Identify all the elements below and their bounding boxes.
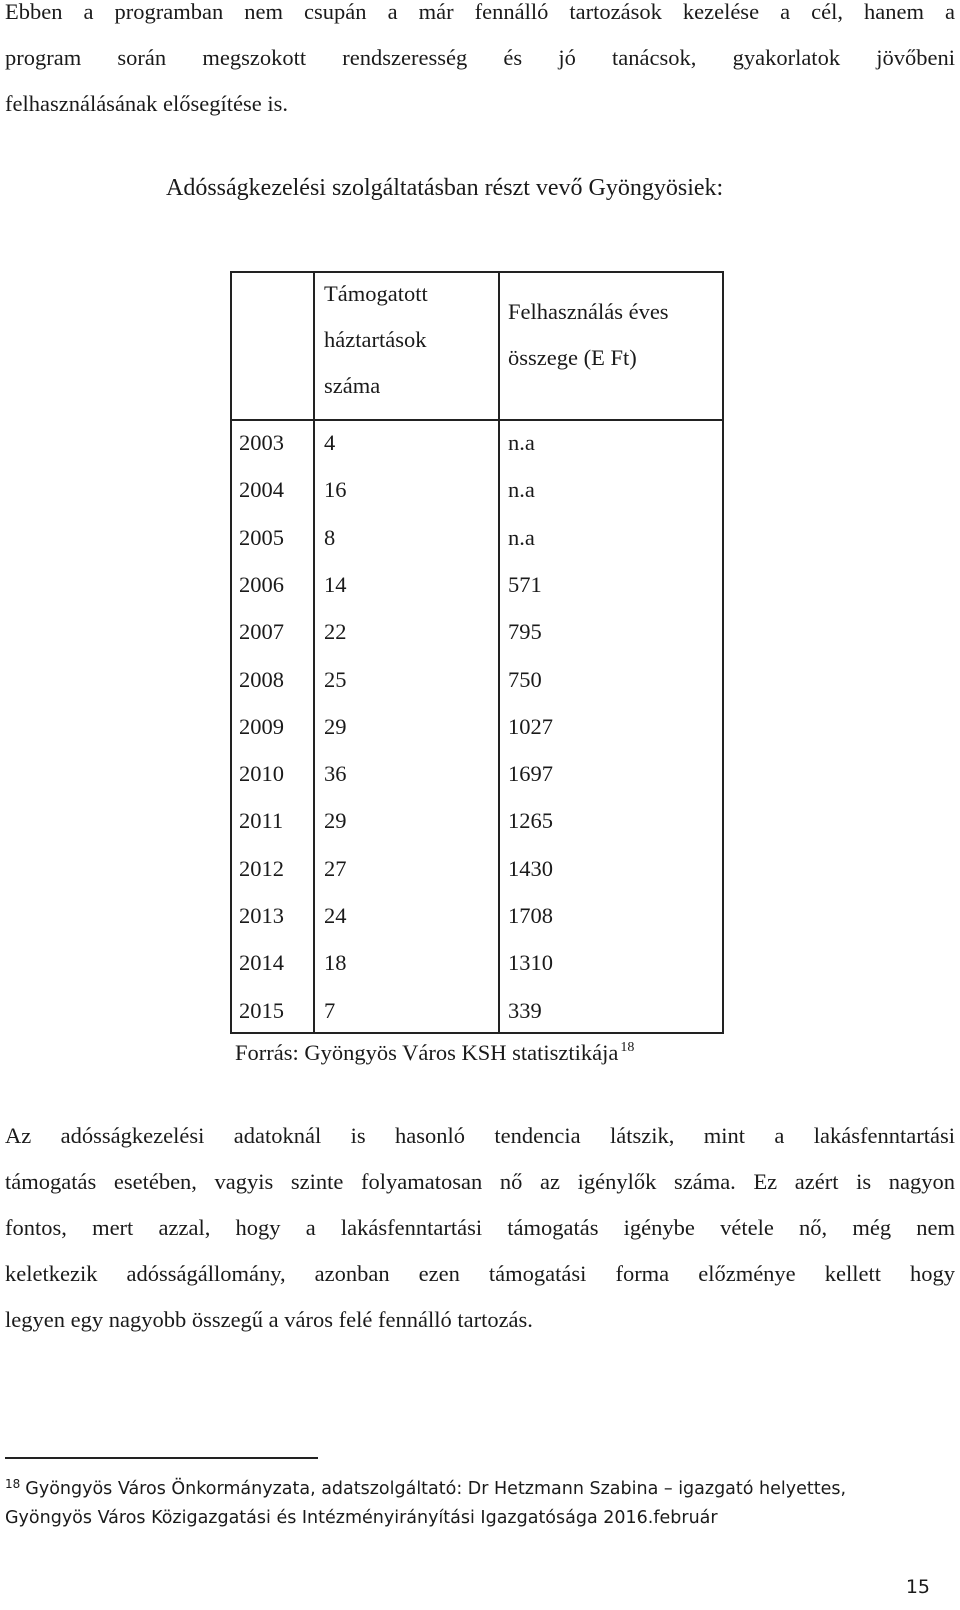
cell-households: 16 (324, 477, 347, 503)
table-title: Adósságkezelési szolgáltatásban részt vevő Gyöngyösiek: (166, 175, 724, 201)
header-households: Támogatott háztartások száma (324, 281, 428, 398)
table-row (232, 561, 722, 608)
cell-year: 2013 (239, 903, 284, 928)
intro-line: felhasználásának elősegítése is. (5, 91, 289, 116)
cell-households: 14 (324, 571, 347, 597)
cell-households: 22 (324, 619, 347, 645)
discussion-line: támogatás esetében, vagyis szinte folyamatosan nő az igénylők száma. Ez azért is nagyon (5, 1169, 955, 1194)
discussion-line: Az adósságkezelési adatoknál is hasonló tendencia látszik, mint a lakásfenntartási (5, 1123, 955, 1148)
page-number: 15 (905, 1576, 930, 1598)
cell-amount: n.a (508, 477, 535, 503)
cell-year: 2007 (239, 619, 284, 645)
table-row (232, 987, 722, 1034)
footnote-reference: 18 (620, 1040, 635, 1055)
cell-year: 2005 (239, 524, 284, 550)
table-row (232, 656, 722, 703)
cell-year: 2003 (239, 430, 284, 455)
cell-amount: 339 (508, 997, 542, 1023)
cell-amount: n.a (508, 524, 535, 550)
footnote-number: 18 (5, 1477, 21, 1491)
cell-amount: 795 (508, 619, 542, 645)
cell-households: 29 (324, 713, 347, 739)
cell-year: 2011 (239, 808, 284, 834)
footnote-line: Gyöngyös Város Önkormányzata, adatszolgáltató: Dr Hetzmann Szabina – igazgató helyettes, (25, 1479, 847, 1499)
cell-households: 8 (324, 524, 336, 550)
cell-year: 2006 (239, 571, 284, 597)
debt-management-table (230, 271, 724, 1034)
cell-amount: 1697 (508, 761, 553, 787)
cell-year: 2008 (239, 666, 284, 692)
cell-amount: 1265 (508, 808, 553, 834)
cell-households: 29 (324, 808, 347, 834)
cell-year: 2012 (239, 855, 284, 881)
table-row (232, 466, 722, 513)
cell-year: 2015 (239, 997, 284, 1023)
discussion-paragraph (5, 1113, 955, 1343)
cell-households: 18 (324, 950, 347, 976)
table-source: Forrás: Gyöngyös Város KSH statisztikája $^{18}$ (235, 1040, 635, 1065)
discussion-line: fontos, mert azzal, hogy a lakásfenntartási támogatás igénybe vétele nő, még nem (5, 1215, 955, 1240)
cell-year: 2004 (239, 477, 284, 503)
cell-amount: 571 (508, 571, 542, 597)
cell-households: 4 (324, 430, 336, 455)
cell-year: 2009 (239, 713, 284, 739)
table-row (232, 703, 722, 750)
table-row (232, 939, 722, 986)
cell-amount: 1027 (508, 713, 553, 739)
intro-paragraph (5, 0, 955, 127)
cell-amount: 1708 (508, 903, 553, 928)
table-row (232, 750, 722, 797)
cell-amount: 750 (508, 666, 542, 692)
table-row (232, 845, 722, 892)
cell-amount: 1430 (508, 855, 553, 881)
footnote (5, 1470, 955, 1533)
cell-year: 2010 (239, 761, 284, 787)
cell-households: 25 (324, 666, 347, 692)
discussion-line: legyen egy nagyobb összegű a város felé fennálló tartozás. (5, 1307, 533, 1332)
table-header (232, 273, 722, 421)
cell-households: 27 (324, 855, 347, 881)
table-row (232, 797, 722, 844)
cell-households: 7 (324, 997, 336, 1023)
cell-households: 36 (324, 761, 347, 787)
intro-line: program során megszokott rendszeresség és jó tanácsok, gyakorlatok jövőbeni (5, 45, 955, 70)
header-amount: Felhasználás éves összege (E Ft) (508, 299, 669, 370)
footnote-separator (5, 1457, 318, 1459)
table-row (232, 608, 722, 655)
discussion-line: keletkezik adósságállomány, azonban ezen támogatási forma előzménye kellett hogy (5, 1261, 955, 1286)
footnote-line: Gyöngyös Város Közigazgatási és Intézményirányítási Igazgatósága 2016.február (5, 1508, 718, 1528)
table-row (232, 892, 722, 939)
table-row (232, 419, 722, 466)
cell-amount: n.a (508, 430, 535, 455)
intro-line: Ebben a programban nem csupán a már fennálló tartozások kezelése a cél, hanem a (5, 0, 955, 24)
cell-amount: 1310 (508, 950, 553, 976)
cell-households: 24 (324, 903, 347, 928)
table-row (232, 514, 722, 561)
cell-year: 2014 (239, 950, 284, 976)
